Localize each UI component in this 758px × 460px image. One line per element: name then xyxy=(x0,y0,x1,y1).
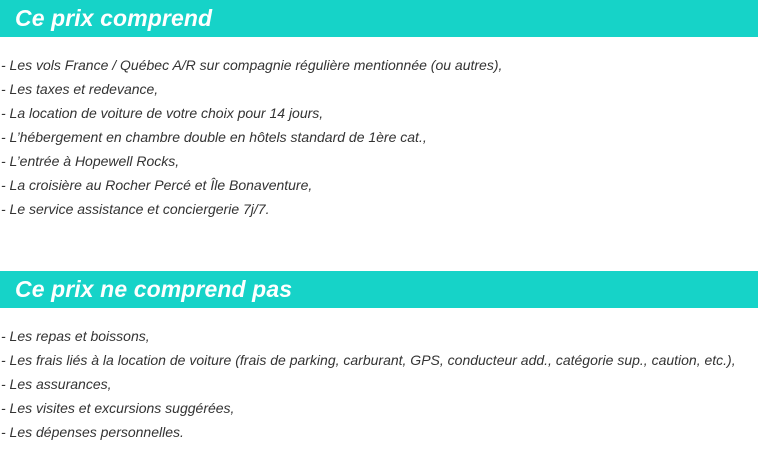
excluded-header-bar xyxy=(0,271,758,308)
list-item: - La location de voiture de votre choix pour 14 jours, xyxy=(1,105,324,121)
list-item: - Le service assistance et conciergerie 7j/7. xyxy=(1,201,270,217)
included-section xyxy=(0,0,758,217)
list-item: - Les repas et boissons, xyxy=(1,328,150,344)
list-item: - Les vols France / Québec A/R sur compagnie régulière mentionnée (ou autres), xyxy=(1,57,503,73)
included-title: Ce prix comprend xyxy=(15,5,213,31)
list-item: - Les taxes et redevance, xyxy=(1,81,159,97)
list-item: - Les frais liés à la location de voiture (frais de parking, carburant, GPS, conducteur add., catégorie sup., caution, etc.), xyxy=(1,352,736,368)
list-item: - L’hébergement en chambre double en hôtels standard de 1ère cat., xyxy=(1,129,427,145)
excluded-list xyxy=(1,326,736,446)
list-item: - Les dépenses personnelles. xyxy=(1,424,184,440)
excluded-title: Ce prix ne comprend pas xyxy=(15,276,293,302)
included-header-bar xyxy=(0,0,758,37)
list-item: - La croisière au Rocher Percé et Île Bonaventure, xyxy=(1,177,313,193)
excluded-section xyxy=(0,271,758,440)
included-list xyxy=(1,55,502,223)
list-item: - L’entrée à Hopewell Rocks, xyxy=(1,153,180,169)
list-item: - Les assurances, xyxy=(1,376,112,392)
list-item: - Les visites et excursions suggérées, xyxy=(1,400,235,416)
